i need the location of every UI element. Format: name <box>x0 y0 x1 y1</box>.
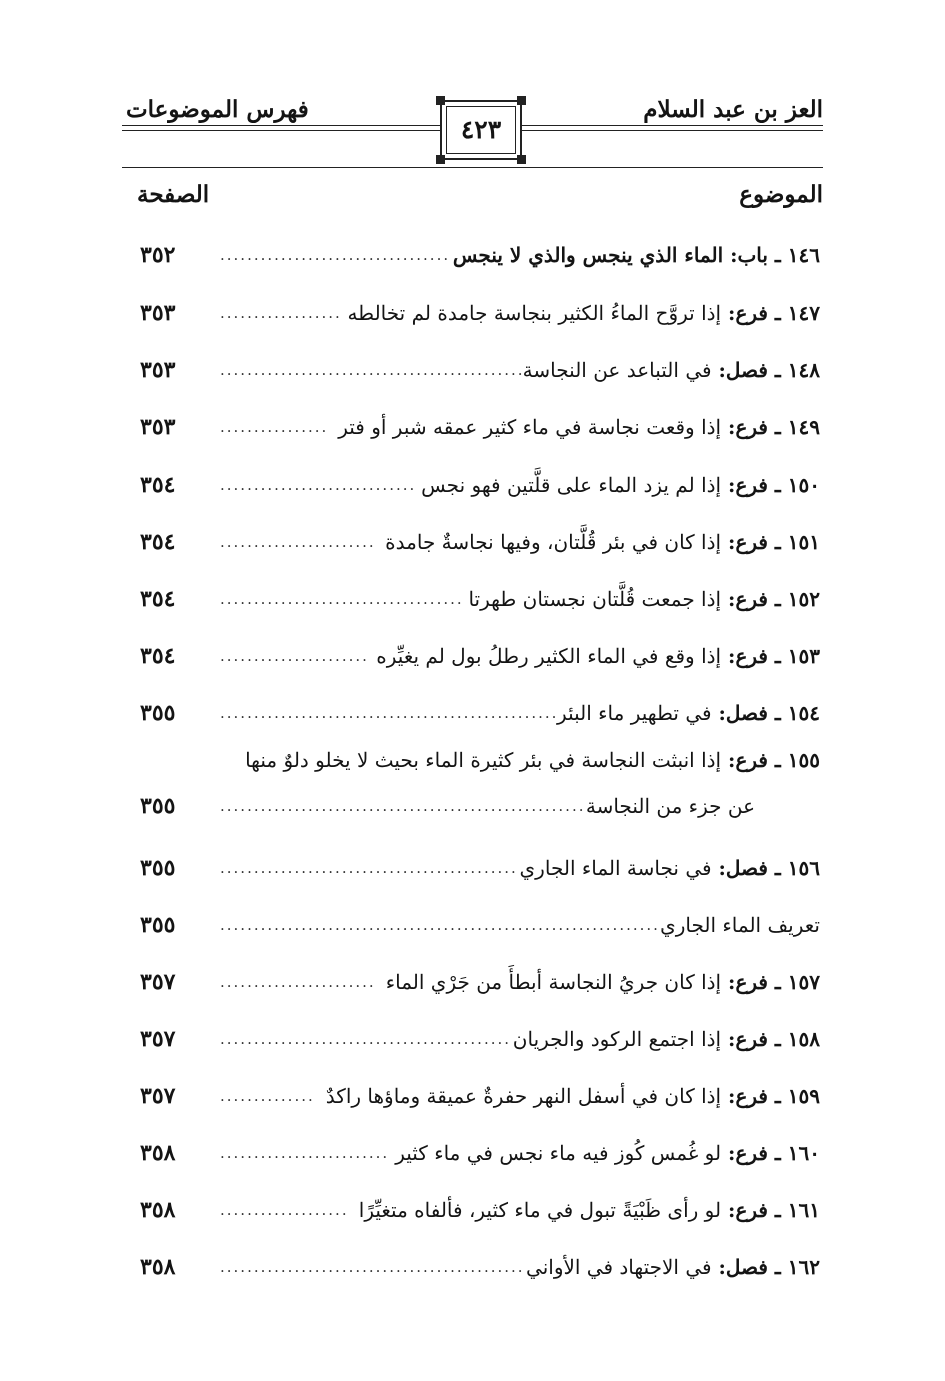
toc-entry-type: فصل: <box>711 701 768 725</box>
toc-entry-title <box>326 1081 820 1111</box>
toc-entry-page: ٣٥٣ <box>140 414 176 440</box>
toc-entry-type: فرع: <box>721 473 768 497</box>
toc-entry-number: ١٥٨ ـ <box>767 1027 820 1051</box>
toc-entry-number: ١٦٢ ـ <box>767 1255 820 1279</box>
toc-entry-text: إذا كان جريُ النجاسة أبطأَ من جَرْي الماء <box>385 970 722 994</box>
toc-entry-type: فرع: <box>721 587 768 611</box>
toc-entry <box>0 910 945 950</box>
dot-leader: ...................................................... <box>220 797 586 815</box>
toc-entry-type: باب: <box>723 243 768 267</box>
dot-leader: ............................................ <box>220 859 518 877</box>
toc-entry-type: فرع: <box>721 1198 768 1222</box>
toc-entry-title <box>453 240 820 270</box>
dot-leader: ............................................. <box>220 361 525 379</box>
toc-entry-text: إذا كان في أسفل النهر حفرةٌ عميقة وماؤها راكدٌ <box>325 1084 722 1108</box>
column-heading-topic: الموضوع <box>739 181 823 208</box>
toc-entry-number: ١٥٦ ـ <box>767 856 820 880</box>
dot-leader: ....................... <box>220 973 376 991</box>
toc-entry-text: إذا جمعت قُلَّتان نجستان طهرتا <box>468 587 722 611</box>
toc-entry-type: فرع: <box>721 1141 768 1165</box>
dot-leader: .................................. <box>220 246 451 264</box>
toc-entry-type: فرع: <box>721 1084 768 1108</box>
toc-entry <box>0 470 945 510</box>
toc-entry-text: إذا اجتمع الركود والجريان <box>512 1027 722 1051</box>
toc-entry-number: ١٥٧ ـ <box>767 970 820 994</box>
dot-leader: .................................................. <box>220 704 559 722</box>
toc-entry-text: إذا انبثت النجاسة في بئر كثيرة الماء بحيث لا يخلو دلوٌ منها <box>245 748 722 772</box>
toc-entry-title <box>421 470 820 500</box>
toc-entry-title <box>660 910 820 940</box>
toc-entry <box>0 412 945 452</box>
toc-entry-page: ٣٥٣ <box>140 357 176 383</box>
toc-entry-number: ١٦١ ـ <box>767 1198 820 1222</box>
toc-entry-page: ٣٥٣ <box>140 300 176 326</box>
page-number-frame <box>440 100 522 160</box>
dot-leader: .................................................................. <box>220 916 667 934</box>
dot-leader: ......................... <box>220 1144 390 1162</box>
toc-entry-title <box>520 853 820 883</box>
toc-entry-number: ١٥٣ ـ <box>767 644 820 668</box>
toc-entry-text: إذا لم يزد الماء على قلَّتين فهو نجس <box>421 473 722 497</box>
running-header-section: فهرس الموضوعات <box>126 96 309 123</box>
toc-entry-type: فرع: <box>721 644 768 668</box>
toc-entry <box>0 698 945 738</box>
toc-entry <box>0 527 945 567</box>
toc-entry-title <box>526 1252 820 1282</box>
running-header-author: العز بن عبد السلام <box>643 96 823 123</box>
toc-entry-title <box>513 1024 820 1054</box>
toc-entry-page: ٣٥٥ <box>140 700 176 726</box>
toc-entry <box>0 745 945 819</box>
toc-entry-type: فرع: <box>721 530 768 554</box>
toc-entry-number: ١٥٢ ـ <box>767 587 820 611</box>
dot-leader: ........................................... <box>220 1030 512 1048</box>
toc-entry-title <box>347 298 820 328</box>
header-rule-right-thin <box>522 130 823 131</box>
toc-entry <box>0 298 945 338</box>
toc-entry-page: ٣٥٧ <box>140 969 176 995</box>
toc-entry-text: لو غُمس كُوز فيه ماء نجس في ماء كثير <box>395 1141 722 1165</box>
dot-leader: .............. <box>220 1087 315 1105</box>
toc-entry <box>0 853 945 893</box>
toc-entry-text: إذا تروَّح الماءُ الكثير بنجاسة جامدة لم تخالطه <box>347 301 722 325</box>
toc-entry-title <box>338 412 820 442</box>
toc-entry-text: في الاجتهاد في الأواني <box>526 1255 712 1279</box>
toc-entry-page: ٣٥٧ <box>140 1083 176 1109</box>
toc-entry <box>0 240 945 280</box>
toc-entry-type: فرع: <box>721 301 768 325</box>
toc-entry-title <box>468 584 820 614</box>
toc-entry-title <box>385 527 820 557</box>
toc-entry-text: تعريف الماء الجاري <box>660 913 820 937</box>
toc-entry-title <box>523 355 820 385</box>
toc-entry <box>0 967 945 1007</box>
toc-entry-text-continued: عن جزء من النجاسة <box>585 794 755 818</box>
toc-entry-text: إذا كان في بئر قُلَّتان، وفيها نجاسةٌ جامدة <box>385 530 722 554</box>
toc-entry-type: فرع: <box>721 970 768 994</box>
toc-entry-type: فصل: <box>711 1255 768 1279</box>
toc-entry-number: ١٤٦ ـ <box>767 243 820 267</box>
header-rule-left <box>122 125 440 126</box>
toc-entry-text: إذا وقعت نجاسة في ماء كثير عمقه شبر أو فتر <box>338 415 722 439</box>
toc-entry-number: ١٥٩ ـ <box>767 1084 820 1108</box>
frame-corner-ornament <box>517 96 526 105</box>
toc-entry-number: ١٦٠ ـ <box>767 1141 820 1165</box>
toc-entry-page: ٣٥٧ <box>140 1026 176 1052</box>
toc-entry-number: ١٤٩ ـ <box>767 415 820 439</box>
toc-entry-number: ١٤٨ ـ <box>767 358 820 382</box>
dot-leader: ............................................. <box>220 1258 525 1276</box>
toc-entry-page: ٣٥٤ <box>140 586 176 612</box>
toc-entry-page: ٣٥٤ <box>140 643 176 669</box>
dot-leader: .................. <box>220 304 342 322</box>
toc-entry-number: ١٤٧ ـ <box>767 301 820 325</box>
toc-entry <box>0 641 945 681</box>
toc-entry-text: في التباعد عن النجاسة <box>522 358 712 382</box>
toc-entry-number: ١٥١ ـ <box>767 530 820 554</box>
toc-entry <box>0 1024 945 1064</box>
toc-entry-type: فصل: <box>711 856 768 880</box>
frame-corner-ornament <box>436 96 445 105</box>
frame-corner-ornament <box>436 155 445 164</box>
toc-entry-number: ١٥٠ ـ <box>767 473 820 497</box>
column-heading-page: الصفحة <box>137 181 210 208</box>
toc-entry-title <box>359 1195 820 1225</box>
toc-entry <box>0 1081 945 1121</box>
header-divider <box>122 167 823 168</box>
toc-entry-type: فرع: <box>721 748 768 772</box>
toc-entry-number: ١٥٥ ـ <box>767 748 820 772</box>
toc-entry <box>0 1195 945 1235</box>
toc-entry-type: فرع: <box>721 415 768 439</box>
toc-entry-number: ١٥٤ ـ <box>767 701 820 725</box>
toc-entry-text: لو رأى ظَبْيَةً تبول في ماء كثير، فألفاه متغيِّرًا <box>358 1198 722 1222</box>
toc-entry-title <box>245 745 820 775</box>
toc-entry-text: إذا وقع في الماء الكثير رطلُ بول لم يغيِّره <box>376 644 722 668</box>
dot-leader: .................................... <box>220 590 464 608</box>
toc-entry-title <box>395 1138 820 1168</box>
frame-corner-ornament <box>517 155 526 164</box>
dot-leader: ................ <box>220 418 329 436</box>
toc-entry-page: ٣٥٥ <box>140 912 176 938</box>
toc-entry-text: في نجاسة الماء الجاري <box>519 856 712 880</box>
toc-entry-page: ٣٥٨ <box>140 1254 176 1280</box>
toc-entry-page: ٣٥٨ <box>140 1140 176 1166</box>
header-rule-left-thin <box>122 130 440 131</box>
toc-entry-title <box>386 967 820 997</box>
toc-entry-page: ٣٥٨ <box>140 1197 176 1223</box>
toc-entry-page: ٣٥٥ <box>140 793 176 819</box>
toc-entry-page: ٣٥٢ <box>140 242 176 268</box>
toc-entry-title <box>376 641 820 671</box>
toc-entry-text: الماء الذي ينجس والذي لا ينجس <box>452 243 724 267</box>
toc-entry-page: ٣٥٤ <box>140 529 176 555</box>
toc-entry-type: فرع: <box>721 1027 768 1051</box>
toc-entry-title <box>557 698 820 728</box>
toc-entry <box>0 1252 945 1292</box>
dot-leader: ....................... <box>220 533 376 551</box>
toc-entry <box>0 584 945 624</box>
toc-entry <box>0 355 945 395</box>
toc-entry-type: فصل: <box>711 358 768 382</box>
toc-entry-text: في تطهير ماء البئر <box>557 701 712 725</box>
dot-leader: ...................... <box>220 647 369 665</box>
toc-entry-page: ٣٥٥ <box>140 855 176 881</box>
dot-leader: ................... <box>220 1201 349 1219</box>
toc-entry-page: ٣٥٤ <box>140 472 176 498</box>
dot-leader: ............................. <box>220 476 417 494</box>
page-number: ٤٢٣ <box>460 115 502 144</box>
toc-entry <box>0 1138 945 1178</box>
header-rule-right <box>522 125 823 126</box>
